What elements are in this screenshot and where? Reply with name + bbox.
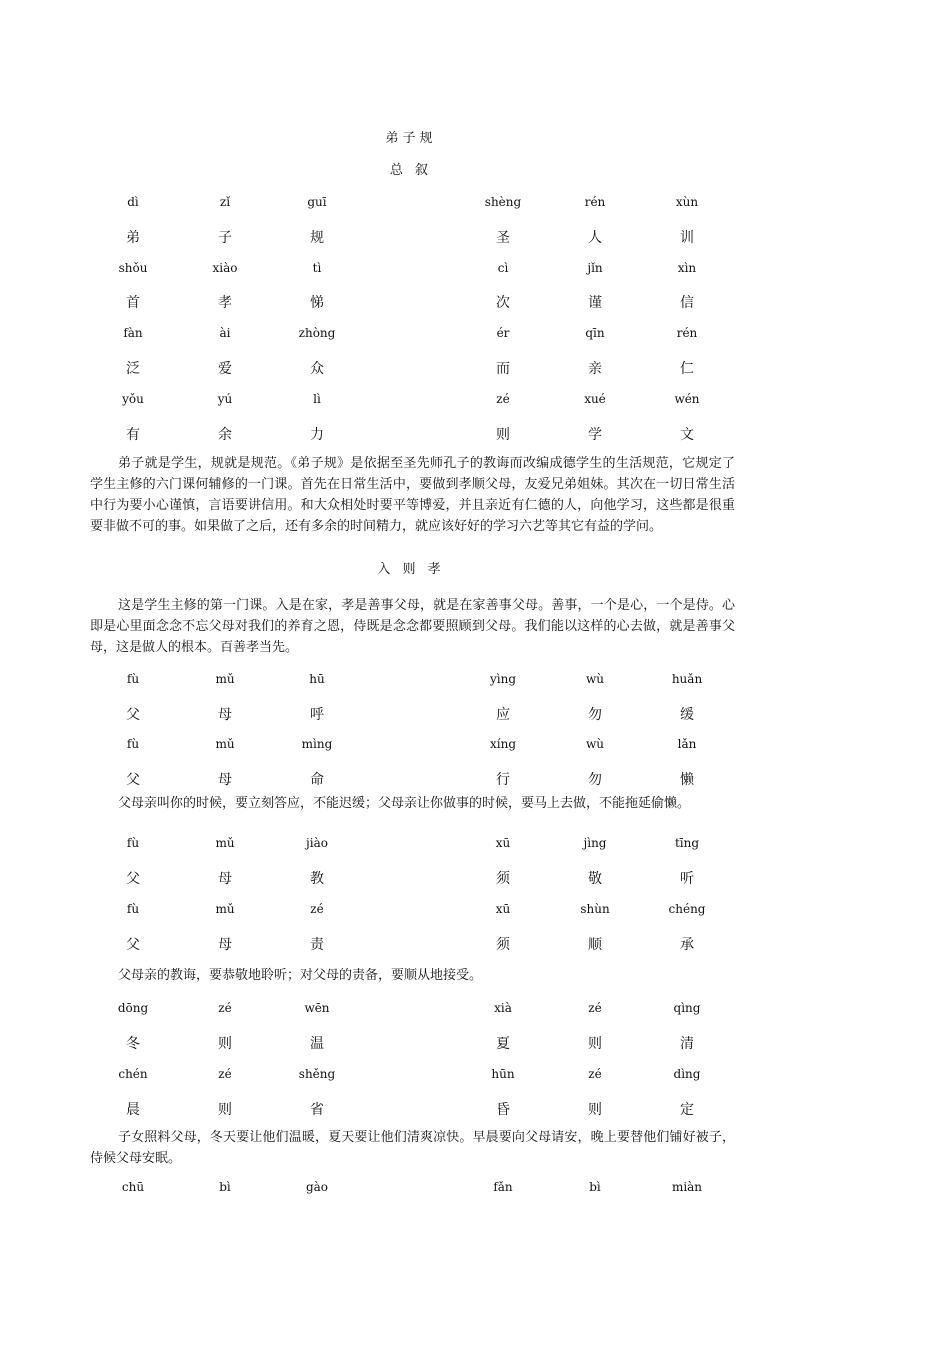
hanzi-char: 孝 — [218, 295, 232, 311]
pinyin-syllable: shùn — [580, 902, 610, 916]
hanzi-char: 听 — [680, 871, 694, 887]
pinyin-syllable: yìng — [489, 672, 517, 686]
pinyin-syllable: shěng — [298, 1067, 336, 1081]
pinyin-syllable: jìng — [583, 836, 607, 850]
pinyin-syllable: huǎn — [671, 672, 703, 686]
pinyin-syllable: tīng — [674, 836, 700, 850]
hanzi-char: 文 — [680, 427, 694, 443]
hanzi-char: 冬 — [126, 1036, 140, 1052]
pinyin-syllable: zé — [218, 1001, 232, 1015]
hanzi-char: 母 — [218, 937, 232, 953]
pinyin-syllable: rén — [584, 195, 606, 209]
hanzi-char: 须 — [496, 937, 510, 953]
pinyin-row — [0, 836, 950, 856]
pinyin-syllable: dōng — [117, 1001, 149, 1015]
hanzi-char: 人 — [588, 230, 602, 246]
pinyin-syllable: hūn — [491, 1067, 515, 1081]
hanzi-char: 须 — [496, 871, 510, 887]
hanzi-char: 子 — [218, 230, 232, 246]
pinyin-syllable: xué — [584, 392, 606, 406]
hanzi-row — [0, 227, 950, 247]
pinyin-syllable: chéng — [668, 902, 706, 916]
hanzi-char: 父 — [126, 772, 140, 788]
explanation-paragraph: 父母亲的教诲，要恭敬地聆听；对父母的责备，要顺从地接受。 — [118, 968, 483, 983]
hanzi-char: 懒 — [680, 772, 694, 788]
pinyin-syllable: fǎn — [493, 1180, 513, 1194]
hanzi-char: 泛 — [126, 361, 140, 377]
pinyin-syllable: lì — [313, 392, 321, 406]
pinyin-row — [0, 261, 950, 281]
pinyin-row — [0, 195, 950, 215]
hanzi-char: 有 — [126, 427, 140, 443]
pinyin-syllable: ài — [219, 326, 231, 340]
hanzi-char: 勿 — [588, 707, 602, 723]
pinyin-row — [0, 326, 950, 346]
pinyin-syllable: dì — [127, 195, 139, 209]
pinyin-syllable: qìng — [673, 1001, 701, 1015]
hanzi-char: 圣 — [496, 230, 510, 246]
hanzi-char: 父 — [126, 871, 140, 887]
pinyin-row — [0, 1067, 950, 1087]
pinyin-syllable: wù — [586, 672, 604, 686]
hanzi-char: 仁 — [680, 361, 694, 377]
hanzi-char: 敬 — [588, 871, 602, 887]
pinyin-syllable: ér — [496, 326, 510, 340]
hanzi-char: 夏 — [496, 1036, 510, 1052]
pinyin-syllable: tì — [312, 261, 322, 275]
pinyin-syllable: zé — [218, 1067, 232, 1081]
pinyin-syllable: xùn — [675, 195, 699, 209]
hanzi-char: 众 — [310, 361, 324, 377]
hanzi-char: 清 — [680, 1036, 694, 1052]
hanzi-char: 温 — [310, 1036, 324, 1052]
pinyin-syllable: zé — [588, 1067, 602, 1081]
pinyin-syllable: mǔ — [215, 836, 235, 850]
pinyin-syllable: guī — [307, 195, 327, 209]
hanzi-char: 爱 — [218, 361, 232, 377]
pinyin-syllable: zǐ — [219, 195, 231, 209]
hanzi-char: 父 — [126, 937, 140, 953]
pinyin-syllable: rén — [676, 326, 698, 340]
intro-paragraph: 这是学生主修的第一门课。入是在家，孝是善事父母，就是在家善事父母。善事，一个是心，一个是侍。心即是心里面念念不忘父母对我们的养育之恩，侍既是念念都要照顾到父母。我们能以这样的心去做，就是善事父母，这是做人的根本。百善孝当先。 — [90, 598, 735, 655]
hanzi-char: 首 — [126, 295, 140, 311]
hanzi-char: 定 — [680, 1102, 694, 1118]
pinyin-row — [0, 737, 950, 757]
hanzi-char: 母 — [218, 871, 232, 887]
hanzi-char: 亲 — [588, 361, 602, 377]
hanzi-char: 则 — [218, 1036, 232, 1052]
hanzi-char: 弟 — [126, 230, 140, 246]
hanzi-char: 承 — [680, 937, 694, 953]
hanzi-char: 次 — [496, 295, 510, 311]
pinyin-syllable: xíng — [489, 737, 516, 751]
hanzi-row — [0, 1099, 950, 1119]
pinyin-syllable: xū — [495, 902, 511, 916]
hanzi-char: 教 — [310, 871, 324, 887]
pinyin-syllable: wēn — [304, 1001, 330, 1015]
hanzi-row — [0, 868, 950, 888]
hanzi-char: 勿 — [588, 772, 602, 788]
pinyin-syllable: yǒu — [122, 392, 144, 406]
hanzi-char: 则 — [496, 427, 510, 443]
pinyin-row — [0, 1001, 950, 1021]
hanzi-char: 力 — [310, 427, 324, 443]
explanation-paragraph: 父母亲叫你的时候，要立刻答应，不能迟缓；父母亲让你做事的时候，要马上去做，不能拖延偷懒。 — [118, 796, 691, 811]
pinyin-syllable: xià — [494, 1001, 512, 1015]
pinyin-syllable: chén — [118, 1067, 148, 1081]
hanzi-char: 行 — [496, 772, 510, 788]
hanzi-row — [0, 704, 950, 724]
pinyin-syllable: fù — [126, 836, 140, 850]
hanzi-char: 规 — [310, 230, 324, 246]
hanzi-char: 命 — [310, 772, 324, 788]
pinyin-syllable: zé — [496, 392, 510, 406]
hanzi-char: 悌 — [310, 295, 324, 311]
pinyin-row — [0, 672, 950, 692]
pinyin-syllable: yú — [217, 392, 233, 406]
hanzi-char: 昏 — [496, 1102, 510, 1118]
pinyin-syllable: fàn — [123, 326, 143, 340]
hanzi-char: 余 — [218, 427, 232, 443]
pinyin-syllable: gào — [305, 1180, 329, 1194]
hanzi-char: 信 — [680, 295, 694, 311]
pinyin-syllable: wén — [674, 392, 700, 406]
pinyin-syllable: qīn — [585, 326, 605, 340]
hanzi-row — [0, 358, 950, 378]
pinyin-syllable: zé — [310, 902, 324, 916]
pinyin-syllable: bì — [589, 1180, 601, 1194]
hanzi-char: 顺 — [588, 937, 602, 953]
hanzi-char: 呼 — [310, 707, 324, 723]
hanzi-row — [0, 292, 950, 312]
pinyin-syllable: bì — [219, 1180, 231, 1194]
hanzi-char: 学 — [588, 427, 602, 443]
pinyin-syllable: mǔ — [215, 737, 235, 751]
hanzi-char: 谨 — [588, 295, 602, 311]
pinyin-syllable: jǐn — [587, 261, 603, 275]
pinyin-syllable: chū — [121, 1180, 145, 1194]
hanzi-char: 晨 — [126, 1102, 140, 1118]
pinyin-syllable: fù — [126, 737, 140, 751]
hanzi-char: 缓 — [680, 707, 694, 723]
hanzi-char: 训 — [680, 230, 694, 246]
pinyin-syllable: shǒu — [118, 261, 148, 275]
pinyin-syllable: lǎn — [677, 737, 697, 751]
pinyin-row — [0, 392, 950, 412]
pinyin-syllable: xìn — [677, 261, 697, 275]
pinyin-syllable: shèng — [484, 195, 522, 209]
hanzi-char: 应 — [496, 707, 510, 723]
hanzi-char: 省 — [310, 1102, 324, 1118]
section-heading-ruzexiao: 入 则 孝 — [377, 562, 445, 577]
pinyin-row — [0, 902, 950, 922]
pinyin-row — [0, 1180, 950, 1200]
pinyin-syllable: dìng — [673, 1067, 701, 1081]
hanzi-row — [0, 1033, 950, 1053]
explanation-paragraph: 弟子就是学生，规就是规范。《弟子规》是依据至圣先师孔子的教诲而改编成德学生的生活规范，它规定了学生主修的六门课何辅修的一门课。首先在日常生活中，要做到孝顺父母，友爱兄弟姐妹。其次在一切日常生活中行为要小心谨慎，言语要讲信用。和大众相处时要平等博爱，并且亲近有仁德的人，向他学习，这些都是很重要非做不可的事。如果做了之后，还有多余的时间精力，就应该好好的学习六艺等其它有益的学问。 — [90, 456, 735, 534]
hanzi-row — [0, 934, 950, 954]
pinyin-syllable: xiào — [212, 261, 238, 275]
pinyin-syllable: cì — [497, 261, 509, 275]
pinyin-syllable: zhòng — [298, 326, 336, 340]
pinyin-syllable: fù — [126, 672, 140, 686]
hanzi-char: 父 — [126, 707, 140, 723]
hanzi-char: 则 — [588, 1036, 602, 1052]
pinyin-syllable: hū — [309, 672, 325, 686]
document-title: 弟子规 — [385, 131, 437, 146]
hanzi-char: 责 — [310, 937, 324, 953]
section-heading-zongxu: 总 叙 — [389, 163, 433, 178]
hanzi-char: 则 — [218, 1102, 232, 1118]
hanzi-row — [0, 424, 950, 444]
pinyin-syllable: miàn — [671, 1180, 703, 1194]
hanzi-char: 母 — [218, 707, 232, 723]
pinyin-syllable: jiào — [306, 836, 328, 850]
pinyin-syllable: mìng — [301, 737, 333, 751]
pinyin-syllable: mǔ — [215, 902, 235, 916]
pinyin-syllable: fù — [126, 902, 140, 916]
explanation-paragraph: 子女照料父母，冬天要让他们温暖，夏天要让他们清爽凉快。早晨要向父母请安，晚上要替他们铺好被子，侍候父母安眠。 — [90, 1130, 735, 1166]
pinyin-syllable: xū — [495, 836, 511, 850]
hanzi-char: 则 — [588, 1102, 602, 1118]
pinyin-syllable: mǔ — [215, 672, 235, 686]
hanzi-row — [0, 769, 950, 789]
hanzi-char: 而 — [496, 361, 510, 377]
hanzi-char: 母 — [218, 772, 232, 788]
pinyin-syllable: zé — [588, 1001, 602, 1015]
pinyin-syllable: wù — [586, 737, 604, 751]
